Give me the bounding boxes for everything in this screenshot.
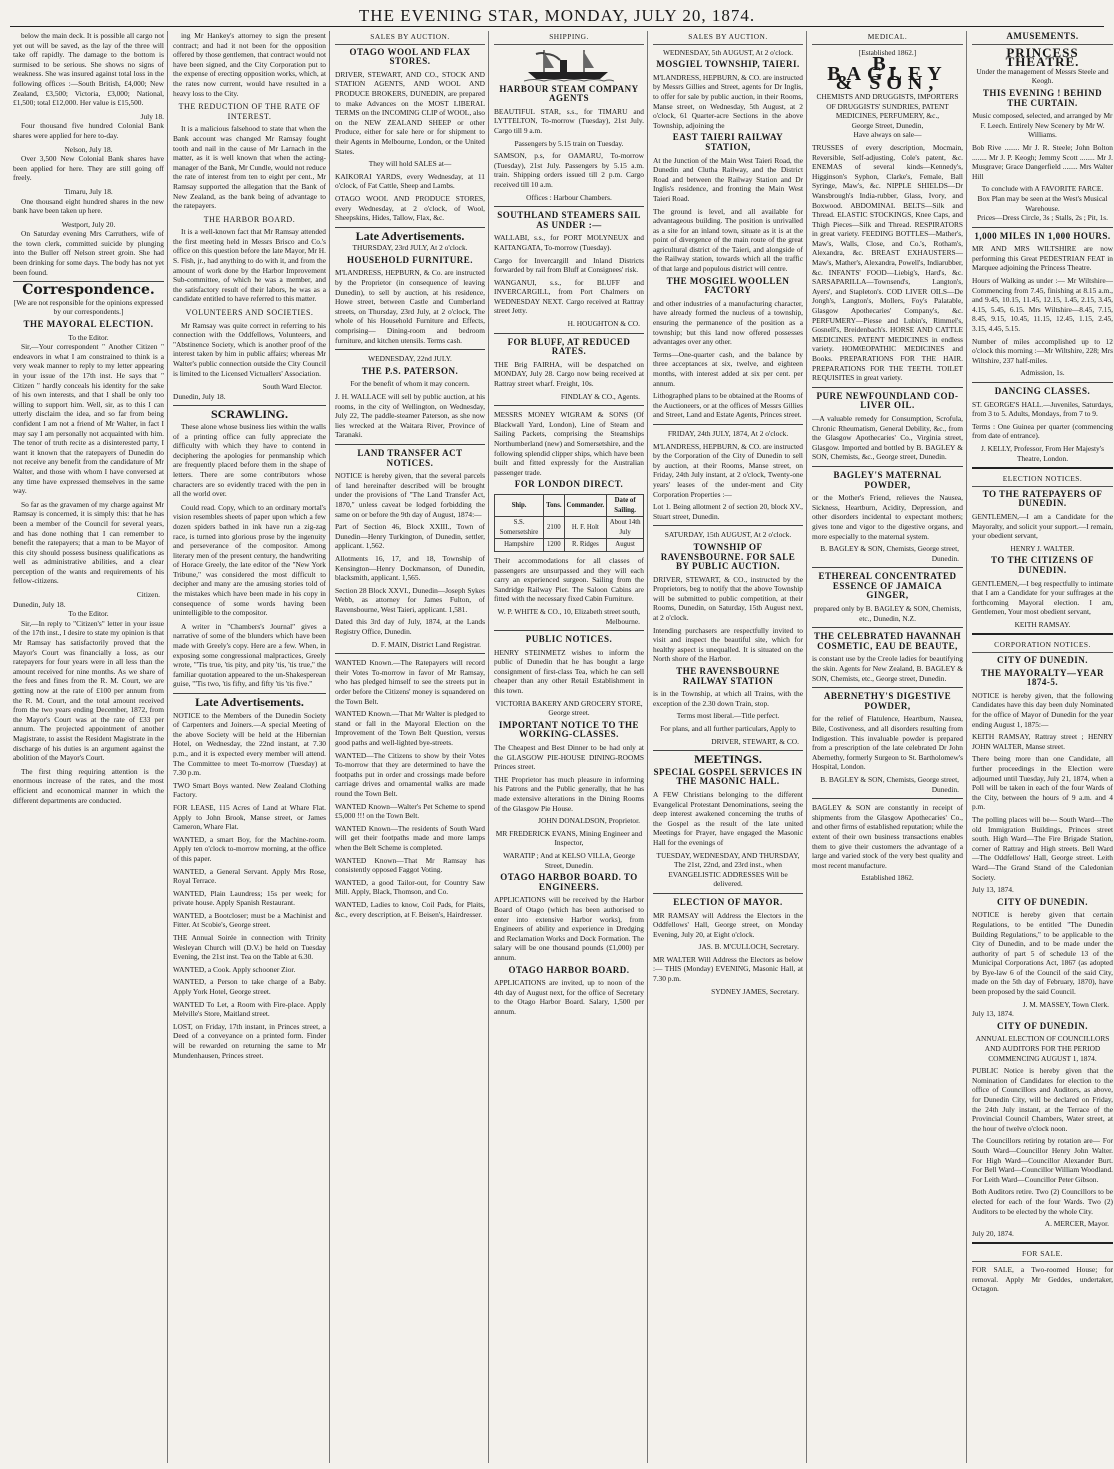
meeting-notice-line: TUESDAY, WEDNESDAY, AND THURSDAY, The 21st, 22nd, and 23rd inst., when EVANGELISTIC ADDRESSES Will be delivered. (656, 850, 800, 889)
ad-heading: ELECTION OF MAYOR. (673, 896, 783, 907)
letter-salutation: To the Editor. (68, 609, 109, 619)
theatre-box-plan: Box Plan may be seen at the West's Musical Warehouse. (977, 193, 1108, 213)
public-notice: The Cheapest and Best Dinner to be had only at the GLASGOW PIE-HOUSE DINING-ROOMS Princes street. (494, 743, 644, 772)
auction-ad: DRIVER, STEWART, & CO., instructed by the Proprietors, beg to notify that the above Township will be submitted to public competition, at their Rooms, Dunedin, on Saturday, 15th August next, at 2 o'clock. (653, 574, 803, 623)
theatre-farce: To conclude with A FAVORITE FARCE. (981, 184, 1104, 194)
shipping-ad: WALLABI, s.s., for PORT MOLYNEUX and KAITANGATA, To-morrow (Tuesday). (494, 233, 644, 252)
classified-ad: THE Annual Soirée in connection with Trinity Wesleyan Church will (D.V.) be held on Tuesday Evening, the 21st inst. Tea on the Table at 6.30. (173, 933, 326, 962)
column-7 (969, 31, 1114, 1463)
table-header-cell: Ship. (495, 494, 544, 516)
column-subheader: CORPORATION NOTICES. (972, 639, 1113, 653)
theatre-management: Under the management of Messrs Steele and Keogh. (976, 66, 1109, 86)
table-cell: R. Ridges (564, 539, 607, 552)
ad-signature: FINDLAY & CO., Agents. (560, 391, 640, 401)
article-title: SCRAWLING. (210, 407, 288, 422)
ad-heading: THE RAVENSBOURNE RAILWAY STATION (676, 666, 780, 686)
column-header: SALES BY AUCTION. (335, 31, 485, 45)
classified-ad: WANTED, a Bootcloser; must be a Machinist and Fitter. At Scobie's, George street. (173, 910, 326, 930)
divider (653, 893, 803, 894)
dateline: Westport, July 20. (61, 219, 116, 229)
section-heading: Late Advertisements. (195, 695, 304, 709)
ad-heading: SPECIAL GOSPEL SERVICES IN THE MASONIC HALL. (653, 766, 803, 787)
ad-heading: BAGLEY'S MATERNAL POWDER, (833, 469, 942, 490)
table-header-cell: Date of Sailing. (607, 494, 644, 516)
news-paragraph: below the main deck. It is possible all cargo not yet out will be saved, as the lay of the three will take off rapidly. The damage to the bottom is surmised to be serious. She shows no signs of weakness. She was insured against total loss in the following offices :—South British, £4,000; New Zealand, £3,500; Victoria, £3,000; National, £1,500; total £12,000. Her value is £15,500. (13, 31, 164, 108)
shipping-ad-line: Cargo for Invercargill and Inland Districts forwarded by rail from Bluff at Consignees' risk. (494, 255, 644, 275)
ad-signature: SYDNEY JAMES, Secretary. (711, 986, 799, 996)
notice-date: July 20, 1874. (972, 1228, 1014, 1238)
medical-ad: prepared only by B. BAGLEY & SON, Chemists, etc., Dunedin, N.Z. (813, 604, 962, 623)
divider (494, 206, 644, 207)
ad-heading: HARBOUR STEAM COMPANY AGENTS (499, 83, 639, 104)
admission-price: Admission, 1s. (1020, 368, 1065, 378)
letter-paragraph: Sir,—In reply to "Citizen's" letter in your issue of the 17th inst., I desire to state my opinion is that Mr Ramsay has satisfactorily proved that the Mayor's Court was financially a loss, as our ratepayers for four years were in all less than the amount received for nine months. As we share of the fees and fines from the R. M. Court, we are getting now at the rate of £100 per annum from the R. M. Court, and the total amount received from the two years ending December, 1872, from the Mayor's Court was at the rate of £33 per annum. The projected appointment of another Magistrate, to assist the Resident Magistrate in the discharge of his duties is an argument against the abolition of the Mayor's Court. (13, 618, 164, 763)
corporation-notice: The polling places will be— South Ward—The old Immigration Buildings, Princes street south. High Ward—The Fire Brigade Station, corner of Rattray and High streets. Bell Ward—The Oddfellows' Hall, George street. Leith Ward—The Grand Stand of the Caledonian Society. (972, 814, 1113, 882)
auction-ad-line: OTAGO WOOL AND PRODUCE STORES, every Wednesday, at 2 o'clock, of Wool, Sheepskins, Hides, Tallow, Flax, &c. (335, 193, 485, 223)
article-paragraph: A writer in "Chambers's Journal" gives a narrative of some of the blunders which have been made with Greely's copy. Here are a few. When, in exposing some congressional malpractices, Greely wrote, "'Tis true, 'tis pity, and pity 'tis, 'tis true," the familiar quotation appeared to the un-Shakesperean guise, "'Tis two, 'tis fifty, and fifty 'tis 'tis five." (173, 621, 326, 689)
steamship-icon (524, 48, 614, 82)
divider (972, 467, 1113, 469)
divider (494, 405, 644, 406)
table-cell: S.S. Somersetshire (495, 517, 544, 539)
auction-ad: Intending purchasers are respectfully invited to visit and inspect the beautiful site, which for healthy aspect is unequalled. It is situated on the North shore of the Harbor. (653, 625, 803, 664)
divider (812, 466, 963, 467)
letter-paragraph: It is a malicious falsehood to state that when the Bank account was changed Mr Ramsay fought tooth and nail in the cause of Mr Larnach in the matter, as it is well known that when the acting-manager of the Bank, Mr Cundle, would not reduce the rate of interest from ten to eight per cent., Mr Ramsay supported the allegation that the Bank of New Zealand, as the bank being of advantage to the ratepayers. (173, 124, 326, 211)
public-notice: THE Proprietor has much pleasure in informing his Patrons and the Public generally, that he has made extensive alterations in the Dining Rooms of the Glasgow Pie House. (494, 774, 644, 813)
column-3 (332, 31, 489, 1463)
divider (335, 444, 485, 445)
table-cell: H. F. Holt (564, 517, 607, 539)
auction-ad-line: KAIKORAI YARDS, every Wednesday, at 11 o'clock, of Fat Cattle, Sheep and Lambs. (335, 171, 485, 191)
ad-signature: B. BAGLEY & SON, Chemists, George street, Dunedin. (820, 544, 959, 563)
ad-signature: KEITH RAMSAY. (1014, 619, 1071, 629)
section-heading: PUBLIC NOTICES. (525, 634, 613, 645)
ad-heading: MOSGIEL TOWNSHIP, TAIERI. (656, 59, 800, 70)
classified-ad: WANTED, a Cook. Apply schooner Zior. (173, 964, 296, 974)
news-paragraph: Over 3,500 New Colonial Bank shares have been applied for here. They are still going off freely. (13, 154, 164, 183)
shipping-ad-line: Passengers by 5.15 train on Tuesday. (514, 138, 624, 148)
classified-ad: TWO Smart Boys wanted. New Zealand Clothing Factory. (173, 780, 326, 800)
auction-ad: J. H. WALLACE will sell by public auction, at his rooms, in the city of Wellington, on Wednesday, July 22, The paddle-steamer Paterson, as she now lies wrecked at the Waitara River, Province of Taranaki. (335, 392, 485, 440)
table-cell: Hampshire (495, 539, 544, 552)
letter-date: Dunedin, July 18. (173, 391, 226, 401)
election-notice: GENTLEMEN,—I beg respectfully to intimate that I am a Candidate for your suffrages at the forthcoming Mayoral election. I am, Gentlemen, Your most obedient servant, (972, 578, 1113, 617)
classified-ad: WANTED Known—The residents of South Ward will get their footpaths made and more lamps when the Belt Scheme is completed. (335, 823, 485, 852)
divider (972, 633, 1113, 635)
letter-paragraph: The first thing requiring attention is the enormous increase of the rates, and the most efficient and economical manner in which the different departments are conducted. (13, 766, 164, 805)
table-cell: 2100 (544, 517, 564, 539)
classified-ad: WANTED, a Person to take charge of a Baby. Apply York Hotel, George street. (173, 977, 326, 997)
election-notice: GENTLEMEN,—I am a Candidate for the Mayoralty, and solicit your support.—I remain, your obedient servant, (972, 511, 1113, 541)
letter-signature: South Ward Elector. (262, 382, 322, 392)
ad-heading: HOUSEHOLD FURNITURE. (346, 254, 473, 265)
subheading: THE HARBOR BOARD. (203, 214, 296, 224)
table-row (495, 517, 644, 539)
divider (335, 653, 485, 654)
legal-notice: Dated this 3rd day of July, 1874, at the Lands Registry Office, Dunedin. (335, 617, 485, 637)
ad-heading: CITY OF DUNEDIN. (996, 896, 1089, 907)
auction-date: WEDNESDAY, 22nd JULY. (368, 354, 452, 364)
amusement-ad: ST. GEORGE'S HALL.—Juveniles, Saturdays, from 3 to 5. Adults, Mondays, from 7 to 9. (972, 399, 1113, 419)
classified-ad: WANTED Known.—That Mr Walter is pledged to stand or fall in the Mayoral Election on the Improvement of the Town Belt Question, versus good paths and well-lighted bye-streets. (335, 709, 485, 747)
classified-ad: WANTED, a General Servant. Apply Mrs Rose, Royal Terrace. (173, 866, 326, 886)
ad-heading: TO THE RATEPAYERS OF DUNEDIN. (982, 488, 1103, 509)
ad-heading: CITY OF DUNEDIN. (996, 1020, 1089, 1031)
corporation-notice: NOTICE is hereby given that certain Regulations, to be entitled "The Dunedin Building Regulations," to be applicable to the City of Dunedin, and to be made under the authority of part 5 of schedule 13 of the Municipal Corporations Act, 1867 (as adopted by Bye-law 6 of the Council of the said City, made on the 5th day of February, 1870), have been proposed by the said Council. (972, 910, 1113, 997)
theatre-cast: Bob Rive ........ Mr J. R. Steele; John Bolton ........ Mr J. P. Keogh; Jemmy Scott ........ Mr J. Musgrave; Grace Dangerfield ........ Mrs Walter Hill (972, 142, 1113, 181)
medical-ad: BAGLEY & SON are constantly in receipt of shipments from the Glasgow Apothecaries' Co., and other firms of established reputation; while the extent of their own business transactions enables them to give their customers the advantage of a large and varied stock of the very best quality and most recent manufacture. (812, 803, 963, 870)
table-header-cell: Commander. (564, 494, 607, 516)
auction-ad-line: For plans, and all further particulars, Apply to (660, 724, 796, 733)
amusement-ad: Terms : One Guinea per quarter (commencing from date of entrance). (972, 421, 1113, 441)
divider (173, 405, 326, 406)
auction-ad-line: Terms most liberal.—Title perfect. (676, 711, 780, 721)
corporation-notice: KEITH RAMSAY, Rattray street ; HENRY JOHN WALTER, Manse street. (972, 732, 1113, 751)
public-notice-line: WARATIP ; And at KELSO VILLA, George Street, Dunedin. (503, 850, 635, 870)
notice-signature: D. F. MAIN, District Land Registrar. (371, 639, 481, 649)
auction-ad: Terms—One-quarter cash, and the balance by three acceptances at six, twelve, and eighteen months, with interest added at six per cent. per annum. (653, 349, 803, 388)
letter-paragraph: Mr Ramsay was quite correct in referring to his connection with the Oddfellows, Volunteers, and "Abstinence Society, which is another proof of the interest taken by him in public affairs; whereas Mr Walter's public connection outside the City Council is limited to the Licensed Victuallers' Association. (173, 320, 326, 378)
letter-paragraph: So far as the gravamen of my charge against Mr Ramsay is concerned, it is simply this: that he has been a member of the Council for several years, and has done nothing that I can remember to benefit the ratepayers; that a man to be Mayor of this city should possess business qualifications as well as administrative abilities, and a clear perception of the wants and requirements of his fellow-citizens. (13, 499, 164, 586)
section-heading: Correspondence. (22, 282, 155, 299)
column-4 (491, 31, 648, 1463)
divider (173, 693, 326, 694)
divider (653, 424, 803, 425)
legal-notice: Section 28 Block XXVI., Dunedin—Joseph Sykes Webb, as attorney for James Fulton, of Ravensbourne, West Taieri, applicant. 1,581. (335, 585, 485, 614)
dateline: Timaru, July 18. (64, 186, 113, 196)
shipping-ad: THE Brig FAIRHA, will be despatched on MONDAY, July 28. Cargo now being received at Rattray street wharf. Freight, 10s. (494, 359, 644, 389)
medical-ad: —A valuable remedy for Consumption, Scrofula, Chronic Rheumatism, General Debility, &c., from the Glasgow Apothecaries' Co., Virginia street, Glasgow. Imported and bottled by B. BAGLEY & SON, Chemists, &c., George street, Dunedin. (812, 413, 963, 462)
public-notice-line: VICTORIA BAKERY AND GROCERY STORE, George street. (495, 698, 643, 718)
ad-heading: THE P.S. PATERSON. (361, 365, 459, 376)
auction-ad: DRIVER, STEWART, AND CO., STOCK AND STATION AGENTS, AND WOOL AND PRODUCE BROKERS, DUNEDIN, are prepared to make Advances on the MOST LIBERAL TERMS on the INCOMING CLIP of WOOL, also on the NEW ZEALAND SHEEP or other Produce, either for sale here or for shipment to their Agents in Melbourne, London, or the United States. (335, 69, 485, 156)
ad-signature: Established 1862. (861, 873, 914, 883)
stock-intro: Have always on sale— (853, 130, 922, 140)
ad-heading: OTAGO HARBOR BOARD. (508, 964, 630, 975)
medical-ad: is constant use by the Creole ladies for beautifying the skin. Agents for New Zealand, B. BAGLEY & SON, Chemists, etc., George street, Dunedin. (812, 654, 963, 683)
auction-date: THURSDAY, 23rd JULY, At 2 o'clock. (352, 243, 468, 253)
dateline: Nelson, July 18. (64, 144, 113, 154)
column-header: MEDICAL. (812, 31, 963, 45)
theatre-title: PRINCESS THEATRE. (1005, 44, 1080, 70)
corporation-notice: There being more than one Candidate, all further proceedings in the Election were adjourned until Tuesday, July 21, 1874, when a Poll will be taken in each of the four Wards of the City, between the hours of 9 a.m. and 4 p.m. (972, 754, 1113, 812)
ad-heading: ETHEREAL CONCENTRATED ESSENCE OF JAMAICA GINGER, (818, 571, 957, 601)
news-paragraph: One thousand eight hundred shares in the new bank have been taken up here. (13, 196, 164, 216)
article-paragraph: These alone whose business lies within the walls of a printing office can fully appreciate the difficulty with which they have to contend in deciphering the apologies for penmanship which are frequently placed before them in the shape of letters. There are some contributors whose characters are so evidently traced with the pen in all the world over. (173, 421, 326, 499)
ad-signature: J. M. MASSEY, Town Clerk. (1022, 999, 1109, 1009)
ad-heading: ANNUAL ELECTION OF COUNCILLORS AND AUDITORS FOR THE PERIOD COMMENCING AUGUST 1, 1874. (975, 1034, 1110, 1063)
auction-ad: Lot 1. Being allotment 2 of section 20, block XV., Stuart street, Dunedin. (653, 502, 803, 521)
public-notice: APPLICATIONS are invited, up to noon of the 4th day of August next, for the office of Secretary to the Otago Harbor Board. Salary, 1,500 per annum. (494, 978, 644, 1016)
auction-ad: M'LANDRESS, HEPBURN, & CO. are instructed by the Corporation of the City of Dunedin to sell by auction, at their Rooms, Manse street, on Friday, 24th July instant, at 2 o'clock, Twenty-one years' leases of the under-ment and City Corporation Properties :— (653, 441, 803, 499)
ad-signature: W. P. WHITE & CO., 10, Elizabeth street south, Melbourne. (497, 606, 640, 626)
shipping-ad: SAMSON, p.s, for OAMARU, To-morrow (Tuesday), 21st July. Passengers by 5.15 a.m. train. Shipping orders issued till 2 p.m. Cargo received till 10 a.m. (494, 151, 644, 189)
business-address: George Street, Dunedin, (851, 120, 924, 130)
ad-heading: TO THE CITIZENS OF DUNEDIN. (991, 555, 1094, 575)
divider (812, 387, 963, 388)
auction-ad-line: For the benefit of whom it may concern. (350, 379, 470, 389)
ad-signature: HENRY J. WALTER. (1010, 543, 1075, 553)
classified-ad: LOST, on Friday, 17th instant, in Princes street, a Deed of a conveyance on a printed form. Finder will be rewarded on returning the same to Mr Mundenhausen, Princes street. (173, 1021, 326, 1060)
amusement-ad: Hours of Walking as under :— Mr Wiltshire—Commencing from 7.45, finishing at 8.15 a.m., and 9.45, 10.15, 11.45, 12.15, 1.45, 2.15, 3.45, 4.15, 5.45, 6.15. Mrs Wiltshire—8.45, 7.15, 8.45, 9.15, 10.45, 11.15, 12.45, 1.15, 2.45, 3.15, 4.45, 5.15. (972, 276, 1113, 334)
ad-heading: OTAGO WOOL AND FLAX STORES. (349, 46, 471, 67)
classified-ad: WANTED, a good Tailor-out, for Country Saw Mill. Apply, Black, Thomson, and Co. (335, 877, 485, 897)
section-heading: MEETINGS. (694, 752, 762, 767)
divider (972, 1242, 1113, 1244)
established-line: [Established 1862.] (858, 47, 917, 57)
table-row (495, 539, 644, 552)
notice-date: July 13, 1874. (972, 1009, 1014, 1019)
ad-heading: FOR BLUFF, AT REDUCED RATES. (507, 336, 631, 357)
ad-heading: THE CELEBRATED HAVANNAH COSMETIC, EAU DE BEAUTE, (813, 631, 962, 651)
auction-ad: is in the Township, at which all Trains, with the exception of the 2.30 down Train, stop. (653, 689, 803, 708)
column-subheader: FOR SALE. (972, 1248, 1113, 1262)
ad-signature: B. BAGLEY & SON, Chemists, George street, Dunedin. (820, 774, 959, 794)
ad-signature: JAS. B. M'CULLOCH, Secretary. (698, 942, 799, 952)
classified-ad: WANTED, Ladies to know, Coil Pads, for Plaits, &c., every description, at F. Beisen's, Hairdresser. (335, 899, 485, 919)
news-paragraph: Four thousand five hundred Colonial Bank shares were applied for here to-day. (13, 121, 164, 140)
shipping-ad: MESSRS MONEY WIGRAM & SONS (Of Blackwall Yard, London), Line of Steam and Sailing Packets, comprising the Steamships Northumberland (new) and Somersetshire, and the following splendid clipper ships, which have been built and fitted expressly for the Australian passenger trade. (494, 410, 644, 477)
for-sale-ad: FOR SALE, a Two-roomed House; for removal. Apply Mr Geddes, undertaker, Octagon. (972, 1264, 1113, 1294)
sailing-table (494, 494, 644, 552)
classified-ad: WANTED Known—Walter's Pet Scheme to spend £5,000 !!! on the Town Belt. (335, 801, 485, 821)
table-cell: August (607, 539, 644, 552)
corporation-notice: Both Auditors retire. Two (2) Councillors to be elected for each of the four Wards. Two (2) Auditors to be elected by the whole City. (972, 1187, 1113, 1216)
corporation-notice: NOTICE is hereby given, that the following Candidates have this day been duly Nominated for the office of Mayor of Dunedin for the year ending August 1, 1875:— (972, 690, 1113, 729)
auction-ad: M'LANDRESS, HEPBURN, & CO. are instructed by Messrs Gillies and Street, agents for Dr Inglis, to offer for sale by public auction, in their Rooms, Manse street, on Wednesday, 5th August, at 2 o'clock, 61 Quarter-acre Sections in the above Township, adjoining the (653, 72, 803, 130)
ad-signature: DRIVER, STEWART, & CO. (711, 736, 799, 746)
divider (812, 687, 963, 688)
auction-ad: Lithographed plans to be obtained at the Rooms of the Auctioneers, or at the offices of Messrs Gillies and Street, Land and Estate Agents, Princes street. (653, 391, 803, 420)
letter-date: Dunedin, July 18. (13, 599, 66, 609)
column-header: SHIPPING. (494, 31, 644, 45)
subheading: THE REDUCTION OF THE RATE OF INTEREST. (178, 102, 321, 121)
ad-heading: PURE NEWFOUNDLAND COD-LIVER OIL. (816, 390, 959, 411)
ad-heading: THE MAYORALTY—YEAR 1874-5. (980, 667, 1105, 688)
classified-ad: WANTED, a smart Boy, for the Machine-room. Apply ten o'clock to-morrow morning, at the office of this paper. (173, 834, 326, 863)
classified-ad: WANTED Known.—The Ratepayers will record their Votes To-morrow in favor of Mr Ramsay, who has pledged himself to see the streets put in order before the Citizens' money is squandered on the Town Belt. (335, 658, 485, 706)
amusement-ad: MR AND MRS WILTSHIRE are now performing this Great PEDESTRIAN FEAT in Marquee adjoining the Princess Theatre. (972, 244, 1113, 273)
public-notice: HENRY STEINMETZ wishes to inform the public of Dunedin that he has bought a large consignment of first-class Tea, which he can sell cheaper than any other Retail Establishment in this town. (494, 647, 644, 696)
ad-heading: EAST TAIERI RAILWAY STATION, (672, 132, 784, 152)
auction-date: WEDNESDAY, 5th AUGUST, At 2 o'clock. (662, 47, 794, 57)
table-cell: About 14th July (607, 517, 644, 539)
letter-paragraph: ing Mr Hankey's attorney to sign the present contract; and had it not been for the opposition offered by those gentlemen, that contract would not have been signed, and the City Corporation put to the expense of erecting opposition works, which, at the rates now current, would have resulted in a heavy loss to the City. (173, 31, 326, 98)
ad-signature: J. KELLY, Professor, From Her Majesty's Theatre, London. (981, 443, 1104, 463)
meeting-notice: MR RAMSAY will Address the Electors in the Oddfellows' Hall, George street, on Monday Evening, July 20, at Eight o'clock. (653, 910, 803, 939)
theatre-bill: THIS EVENING ! BEHIND THE CURTAIN. (982, 87, 1103, 108)
classified-ad: FOR LEASE, 115 Acres of Land at Whare Flat. Apply to John Brook, Manse street, or James Cameron, Whare Flat. (173, 802, 326, 832)
divider (812, 627, 963, 628)
shipping-ad-line: Offices : Harbour Chambers. (526, 192, 612, 202)
auction-date: SATURDAY, 15th AUGUST, At 2 o'clock. (664, 530, 792, 540)
stock-list: TRUSSES of every description, Mocmain, Reversible, Self-adjusting, Cole's patent, &c. ENEMAS of several kinds—Kennedy's, Higginson's Syphon, Clarke's, Female, Ball Syringe, Maw's, &c. NIPPLE SHIELDS—Dr Wansbrough's India-rubber, Glass, Ivory, and Boxwood. ABDOMINAL BELTS—Silk and Thread. ELASTIC STOCKINGS, Knee Caps, and Thigh Pieces—Silk and Thread. RESPIRATORS in great variety. FEEDING BOTTLES—Mather's, Maw's, Walls, Close, and Co.'s, Rotham's, Alexandra, &c. BREAST EXHAUSTERS—Maw's, Mather's, Alexandra, Powell's, Indiarubber, &c. INFANTS' FOOD—Liebig's, Hard's, &c. SARSAPARILLA—Townsend's, Langton's, Ayers', and Stapleton's. COD LIVER OILS—De Jongh's, Langton's, Mollers, Foy's Palatable, Glasgow Apothecaries' Company's, &c. PERFUMERY—Piesse and Lubin's, Rimmel's, Gosnell's, Breidenbach's. HORSE AND CATTLE MEDICINES. PATENT MEDICINES in endless variety. HOMŒOPATHIC MEDICINES and Books. PREPARATIONS FOR THE HAIR. PREPARATIONS FOR THE TEETH. TOILET REQUISITES in great variety. (812, 142, 963, 383)
column-6 (809, 31, 967, 1463)
auction-ad: The ground is level, and all available for advantageous building. The position is unrivalled as a site for an inland town, situate as it is at the point of divergence of the main route of the great agricultural district of the Taieri, and alongside of the Railway station, towards which all the traffic of that large and populous district will centre. (653, 206, 803, 274)
classified-ad: WANTED To Let, a Room with Fire-place. Apply Melville's Store, Maitland street. (173, 999, 326, 1019)
column-header: AMUSEMENTS. (972, 31, 1113, 45)
amusement-ad: Number of miles accomplished up to 12 o'clock this morning :—Mr Wiltshire, 228; Mrs Wiltshire, 237 half-miles. (972, 336, 1113, 365)
ad-heading: LAND TRANSFER ACT NOTICES. (357, 447, 463, 468)
divider (335, 349, 485, 350)
column-1 (10, 31, 168, 1463)
ad-heading: ABERNETHY'S DIGESTIVE POWDER, (823, 691, 952, 711)
dateline: July 18. (140, 111, 164, 121)
divider (653, 525, 803, 526)
column-header: SALES BY AUCTION. (653, 31, 803, 45)
column-subheader: ELECTION NOTICES. (972, 473, 1113, 487)
subheading: VOLUNTEERS AND SOCIETIES. (185, 308, 314, 318)
legal-notice: Part of Section 46, Block XXIII., Town of Dunedin—Henry Turkington, of Dunedin, settler, applicant. 1,562. (335, 522, 485, 551)
ad-heading: SOUTHLAND STEAMERS SAIL AS UNDER :— (497, 210, 641, 230)
disclaimer: [We are not responsible for the opinions expressed by our correspondents.] (13, 297, 164, 317)
divider (494, 333, 644, 334)
meeting-notice: MR WALTER Will Address the Electors as below :— THIS (Monday) EVENING, Masonic Hall, at 7.30 p.m. (653, 954, 803, 984)
masthead: THE EVENING STAR, MONDAY, JULY 20, 1874. (10, 6, 1104, 27)
auction-date: FRIDAY, 24th JULY, 1874, At 2 o'clock. (667, 428, 789, 438)
ad-signature: JOHN DONALDSON, Proprietor. (538, 816, 640, 826)
columns (10, 31, 1113, 1463)
column-2 (170, 31, 330, 1463)
classified-ad: WANTED Known—That Mr Ramsay has consistently opposed Faggot Voting. (335, 855, 485, 875)
corporation-notice: PUBLIC Notice is hereby given that the Nomination of Candidates for election to the office of Councillors and Auditors, as above, for Dunedin City, will be declared on Friday, the 24th July instant, at the Terrace of the Provincial Council Chambers, Water street, at the hour of twelve o'clock noon. (972, 1066, 1113, 1133)
business-description: CHEMISTS AND DRUGGISTS, IMPORTERS OF DRUGGISTS' SUNDRIES, PATENT MEDICINES, PERFUMERY, &c., (816, 91, 959, 121)
table-cell: 1200 (544, 539, 564, 552)
article-paragraph: Could read. Copy, which to an ordinary mortal's vision resembles sheets of paper upon which a few dozen spiders bathed in ink have run a zig-zag race, is turned into glorious prose by the ingenuity and perseverance of the compositor. Among literary men of the present century, the handwriting of Horace Greely, the late editor of the "New York Tribune," was considered the most difficult to decipher and many are the amusing stories told of the mistakes which have been made in his copy in consequence of some words having been unintelligible to the compositor. (173, 502, 326, 618)
divider (972, 227, 1113, 228)
ad-heading: FOR LONDON DIRECT. (514, 479, 624, 490)
theatre-prices: Prices—Dress Circle, 3s ; Stalls, 2s ; Pit, 1s. (977, 213, 1108, 223)
theatre-credits: Music composed, selected, and arranged by Mr F. Leech. Entirely New Scenery by Mr W. Williams. (972, 111, 1113, 140)
auction-ad: M'LANDRESS, HEPBURN, & Co. are instructed by the Proprietor (in consequence of leaving Dunedin), to sell by auction, at his residence, Howe street, between Castle and Cumberland streets, on Thursday, 23rd July, at 2 o'clock, The whole of his Household Furniture and Effects, comprising— Dining-room and bedroom furniture, and kitchen utensils. Terms cash. (335, 268, 485, 345)
letter-signature: Citizen. (136, 590, 160, 600)
ad-heading: TOWNSHIP OF RAVENSBOURNE. FOR SALE BY PUBLIC AUCTION. (660, 541, 796, 572)
column-5 (650, 31, 807, 1463)
auction-ad: At the Junction of the Main West Taieri Road, the Dunedin and Clutha Railway, and the District Road and between the Railway Station and Dr Inglis's residence, and fronting the Main West Taieri Road. (653, 155, 803, 203)
table-header-cell: Tons. (544, 494, 564, 516)
notice-date: July 13, 1874. (972, 885, 1014, 895)
divider (335, 227, 485, 228)
ad-heading: 1,000 MILES IN 1,000 HOURS. (974, 230, 1111, 241)
public-notice: MR FREDERICK EVANS, Mining Engineer and Inspector, (495, 828, 643, 848)
letter-paragraph: It is a well-known fact that Mr Ramsay attended the first meeting held in Messrs Brisco and Co.'s office on this question before the late Mayor, Mr H. S. Fish, jr., had anything to do with it, and from the amount of work done by the Harbor Improvement Sub-committee, of which he was a member, and the satisfactory result of their labors, he was as a candidate entitled to have referred to this matter. (173, 227, 326, 304)
divider (812, 567, 963, 568)
divider (653, 750, 803, 751)
meeting-notice: A FEW Christians belonging to the different Evangelical Protestant Denominations, seeing the deep interest awakened concerning the truths of the Gospel as the result of the late united Meetings for Prayer, have engaged the Masonic Hall for the evenings of (653, 789, 803, 847)
divider (494, 630, 644, 631)
medical-ad: for the relief of Flatulence, Heartburn, Nausea, Bile, Costiveness, and all disorders resulting from Indigestion. This invaluable powder is prepared from a prescription of the late celebrated Dr John Abernethy, formerly Surgeon to St. Bartholomew's Hospital, London. (812, 714, 963, 772)
news-paragraph: On Saturday evening Mrs Carruthers, wife of the town clerk, committed suicide by plunging into the Buller off Nelson street groin. She had been drinking for some days. The body has not yet been found. (13, 229, 164, 277)
ad-heading: IMPORTANT NOTICE TO THE WORKING-CLASSES. (498, 719, 640, 740)
classified-ad: NOTICE to the Members of the Dunedin Society of Carpenters and Joiners.—A special Meeting of the above Society will be held at the Hibernian Hotel, on Wednesday, the 22nd instant, at 7.30 p.m., and it is expected every member will attend. The Committee to meet To-morrow (Tuesday) at 7.30 p.m. (173, 710, 326, 778)
ad-heading: THE MOSGIEL WOOLLEN FACTORY (666, 275, 790, 296)
medical-ad: or the Mother's Friend, relieves the Nausea, Sickness, Heartburn, Acidity, Depression, and other disorders incidental to expectant mothers; gives tone and vigor to the digestive organs, and more especially to the maternal system. (812, 493, 963, 541)
bagley-logo: B. BAGLEY & SON, (827, 53, 948, 95)
shipping-ad: WANGANUI, s.s., for BLUFF and INVERCARGILL, from Port Chalmers on WEDNESDAY NEXT. Cargo received at Rattray street Jetty. (494, 277, 644, 316)
shipping-ad: Their accommodations for all classes of passengers are unsurpassed and they will each carry an experienced surgeon. Sailing from the Sandridge Railway Pier. The Saloon Cabins are fitted with the necessary fixed Cabin Furniture. (494, 555, 644, 604)
ad-heading: OTAGO HARBOR BOARD. TO ENGINEERS. (500, 872, 638, 892)
ad-heading: CITY OF DUNEDIN. (996, 655, 1089, 666)
ad-heading: DANCING CLASSES. (994, 386, 1091, 396)
letter-paragraph: Sir,—Your correspondent " Another Citizen " endeavors in what I am constrained to think is a very weak manner to reply to my letter appearing in your issue of the 17th inst. He says that " Citizen " hardly conceals his identity for the sake of his own interests, and that I shall be only too willing to support him. Well, sir, as to this I can utterly disclaim the idea, and so far from being confident I am not a friend of Mr Walter, in fact I may say I am personally not acquainted with him. The tenor of truth recite as a disinterested party, I want it known that the ratepayers of Dunedin do not receive any benefit from the candidature of Mr Walter, and those with whom I have conversed at any time have expressed themselves in the same way. (13, 342, 164, 496)
classified-ad: WANTED, Plain Laundress; 15s per week; for private house. Apply Spanish Restaurant. (173, 888, 326, 908)
legal-notice: Allotments 16, 17, and 18, Township of Kensington—Henry Dockmanson, of Dunedin, blacksmith, applicant. 1,565. (335, 553, 485, 583)
letter-title: THE MAYORAL ELECTION. (23, 319, 154, 330)
ad-signature: A. MERCER, Mayor. (1044, 1219, 1109, 1229)
corporation-notice: The Councillors retiring by rotation are— For South Ward—Councillor Henry John Walter. For High Ward—Councillor Alexander Burt. For Bell Ward—Councillor William Woodland. For Leith Ward—Councillor Peter Gibson. (972, 1136, 1113, 1184)
letter-salutation: To the Editor. (68, 332, 109, 342)
public-notice: APPLICATIONS will be received by the Harbor Board of Otago (which has been authorised to enter into extensive Harbor works), from Engineers of ability and experience in Dredging and Reclamation Works and Dock Formation. The salary will be one thousand pounds (£1,000) per annum. (494, 895, 644, 962)
classified-ad: WANTED—The Citizens to show by their Votes To-morrow that they are determined to have the footpaths put in order and crossings made before carriage drives and ornamental walks are made round the Town Belt. (335, 750, 485, 798)
section-heading: Late Advertisements. (355, 228, 465, 243)
divider (972, 382, 1113, 383)
steamship-illustration (494, 48, 644, 82)
divider (812, 798, 963, 799)
shipping-ad: BEAUTIFUL STAR, s.s., for TIMARU and LYTTELTON, To-morrow (Tuesday), 21st July. Cargo till 9 a.m. (494, 106, 644, 135)
ad-signature: H. HOUGHTON & CO. (567, 319, 640, 329)
auction-ad: and other industries of a manufacturing character, have already formed the nucleus of a township, ensuring the permanence of the position as a township; but this land now offered possesses advantages over any other. (653, 298, 803, 347)
auction-ad-line: They will hold SALES at— (368, 159, 452, 169)
legal-notice: NOTICE is hereby given, that the several parcels of land hereinafter described will be brought under the provisions of "The Land Transfer Act, 1870," unless caveat be lodged forbidding the same on or before the 9th day of August, 1874:— (335, 471, 485, 519)
